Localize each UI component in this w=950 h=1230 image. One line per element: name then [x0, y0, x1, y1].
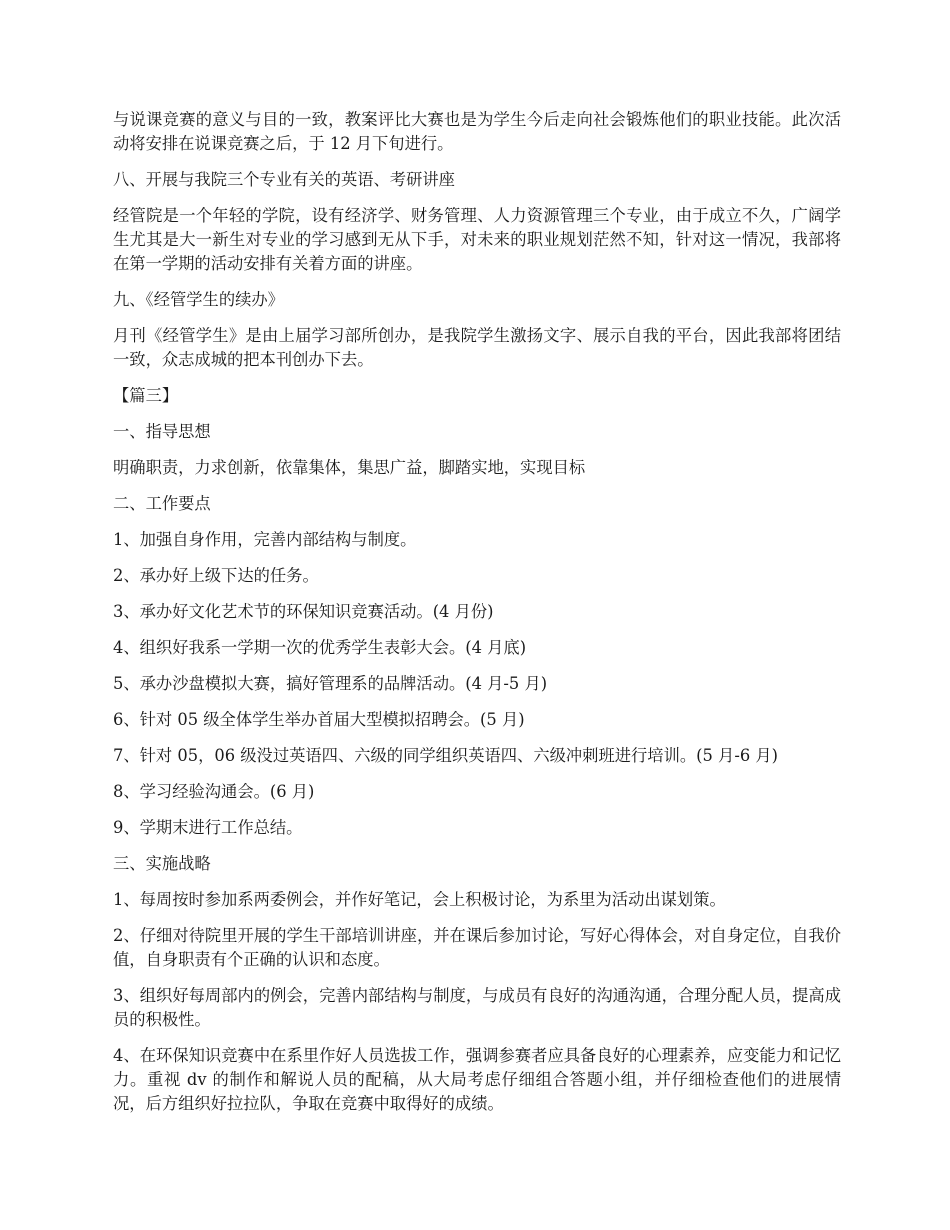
paragraph-intro-continuation: 与说课竞赛的意义与目的一致，教案评比大赛也是为学生今后走向社会锻炼他们的职业技能。此次活动将安排在说课竞赛之后，于 12 月下旬进行。 [113, 110, 841, 153]
heading-section-9: 九、《经管学生的续办》 [113, 290, 284, 309]
list-item-work-9: 9、学期末进行工作总结。 [113, 818, 303, 837]
list-item-work-4: 4、组织好我系一学期一次的优秀学生表彰大会。(4 月底) [113, 638, 527, 657]
paragraph-section-9: 月刊《经管学生》是由上届学习部所创办，是我院学生激扬文字、展示自我的平台，因此我部将团结一致，众志成城的把本刊创办下去。 [113, 326, 841, 369]
heading-guiding-thought: 一、指导思想 [113, 422, 211, 441]
list-item-work-7: 7、针对 05，06 级没过英语四、六级的同学组织英语四、六级冲刺班进行培训。(5 月-6 月) [113, 746, 778, 765]
heading-section-8: 八、开展与我院三个专业有关的英语、考研讲座 [113, 170, 455, 189]
heading-strategy: 三、实施战略 [113, 854, 211, 873]
heading-work-points: 二、工作要点 [113, 494, 211, 513]
list-item-strategy-2: 2、仔细对待院里开展的学生干部培训讲座，并在课后参加讨论，写好心得体会，对自身定位，自我价值，自身职责有个正确的认识和态度。 [113, 926, 841, 969]
heading-part-three: 【篇三】 [113, 386, 179, 405]
list-item-work-3: 3、承办好文化艺术节的环保知识竞赛活动。(4 月份) [113, 602, 494, 621]
list-item-work-2: 2、承办好上级下达的任务。 [113, 566, 319, 585]
list-item-strategy-3: 3、组织好每周部内的例会，完善内部结构与制度，与成员有良好的沟通沟通，合理分配人员，提高成员的积极性。 [113, 986, 841, 1029]
list-item-work-1: 1、加强自身作用，完善内部结构与制度。 [113, 530, 417, 549]
list-item-work-6: 6、针对 05 级全体学生举办首届大型模拟招聘会。(5 月) [113, 710, 525, 729]
document-body [113, 108, 841, 1128]
paragraph-section-8: 经管院是一个年轻的学院，设有经济学、财务管理、人力资源管理三个专业，由于成立不久，广阔学生尤其是大一新生对专业的学习感到无从下手，对未来的职业规划茫然不知，针对这一情况，我部将在第一学期的活动安排有关着方面的讲座。 [113, 206, 841, 273]
list-item-work-5: 5、承办沙盘模拟大赛，搞好管理系的品牌活动。(4 月-5 月) [113, 674, 548, 693]
list-item-strategy-1: 1、每周按时参加系两委例会，并作好笔记，会上积极讨论，为系里为活动出谋划策。 [113, 890, 726, 909]
list-item-strategy-4: 4、在环保知识竞赛中在系里作好人员选拔工作，强调参赛者应具备良好的心理素养，应变能力和记忆力。重视 dv 的制作和解说人员的配稿，从大局考虑仔细组合答题小组，并仔细检查他们的进展情况，后方组织好拉拉队，争取在竞赛中取得好的成绩。 [113, 1046, 841, 1113]
paragraph-guiding-thought: 明确职责，力求创新，依靠集体，集思广益，脚踏实地，实现目标 [113, 458, 586, 477]
list-item-work-8: 8、学习经验沟通会。(6 月) [113, 782, 315, 801]
